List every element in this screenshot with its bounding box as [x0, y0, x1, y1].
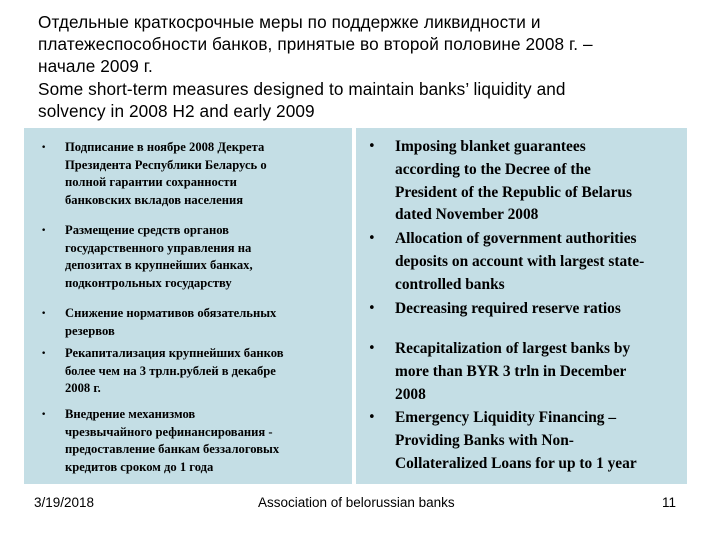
measure-line: President of the Republic of Belarus [395, 183, 632, 201]
measure-line: deposits on account with largest state- [395, 252, 645, 270]
bullet-icon: • [41, 410, 47, 420]
measure-line: Подписание в ноябре 2008 Декрета [65, 140, 265, 154]
footer-organization: Association of belorussian banks [258, 495, 455, 510]
bullet-icon: • [41, 349, 47, 359]
measure-line: Размещение средств органов [65, 223, 229, 237]
measure-line: Снижение нормативов обязательных [65, 306, 277, 320]
measure-item-ru [41, 305, 351, 340]
measure-item-en [368, 298, 687, 321]
slide-title [38, 11, 698, 122]
measure-line: более чем на 3 трлн.рублей в декабре [65, 363, 276, 378]
title-line: Some short-term measures designed to maintain banks’ liquidity and [38, 78, 566, 99]
measure-item-ru [41, 139, 351, 209]
measure-line: банковских вкладов населения [65, 192, 244, 207]
english-measures-panel [356, 128, 687, 484]
measure-line: подконтрольных государству [65, 275, 232, 290]
measure-line: 2008 г. [65, 381, 101, 395]
title-line: платежеспособности банков, принятые во второй половине 2008 г. – [38, 34, 593, 55]
measure-line: чрезвычайного рефинансирования - [65, 424, 273, 439]
bullet-icon: • [368, 231, 376, 246]
bullet-icon: • [41, 226, 47, 236]
title-line: solvency in 2008 H2 and early 2009 [38, 100, 315, 121]
measure-line: кредитов сроком до 1 года [65, 459, 214, 474]
measure-item-ru [41, 345, 351, 398]
measure-item-en [368, 338, 687, 406]
footer-page-number: 11 [662, 495, 677, 510]
measure-line: Президента Республики Беларусь о [65, 157, 267, 172]
title-line: Отдельные краткосрочные меры по поддержке ликвидности и [38, 12, 541, 32]
bullet-icon: • [368, 301, 376, 316]
measure-line: according to the Decree of the [395, 160, 591, 178]
measure-line: депозитах в крупнейших банках, [65, 258, 253, 272]
measure-item-ru [41, 222, 351, 292]
bullet-icon: • [41, 143, 47, 153]
measure-item-ru [41, 406, 351, 476]
measure-line: государственного управления на [65, 240, 252, 255]
measure-line: предоставление банкам беззалоговых [65, 442, 280, 456]
measure-item-en [368, 136, 687, 227]
measure-line: Emergency Liquidity Financing – [395, 409, 617, 426]
measure-line: Внедрение механизмов [65, 407, 196, 421]
bullet-icon: • [368, 139, 376, 154]
measure-item-en [368, 407, 687, 475]
measure-item-en [368, 228, 687, 296]
bullet-icon: • [41, 309, 47, 319]
measure-line: Decreasing required reserve ratios [395, 300, 621, 317]
measure-line: controlled banks [395, 275, 505, 293]
measure-line: Collateralized Loans for up to 1 year [395, 454, 637, 472]
bullet-icon: • [368, 410, 376, 425]
measure-line: Allocation of government authorities [395, 230, 637, 247]
measure-line: dated November 2008 [395, 206, 539, 224]
title-line: начале 2009 г. [38, 56, 153, 77]
measure-line: Imposing blanket guarantees [395, 138, 586, 155]
russian-measures-panel [24, 128, 352, 484]
measure-line: резервов [65, 323, 115, 338]
measure-line: Рекапитализация крупнейших банков [65, 346, 284, 360]
measure-line: полной гарантии сохранности [65, 175, 237, 189]
footer-date: 3/19/2018 [34, 495, 95, 510]
measure-line: Recapitalization of largest banks by [395, 340, 631, 357]
bullet-icon: • [368, 341, 376, 356]
measure-line: more than BYR 3 trln in December [395, 362, 627, 380]
measure-line: Providing Banks with Non- [395, 431, 574, 449]
measure-line: 2008 [395, 385, 426, 403]
